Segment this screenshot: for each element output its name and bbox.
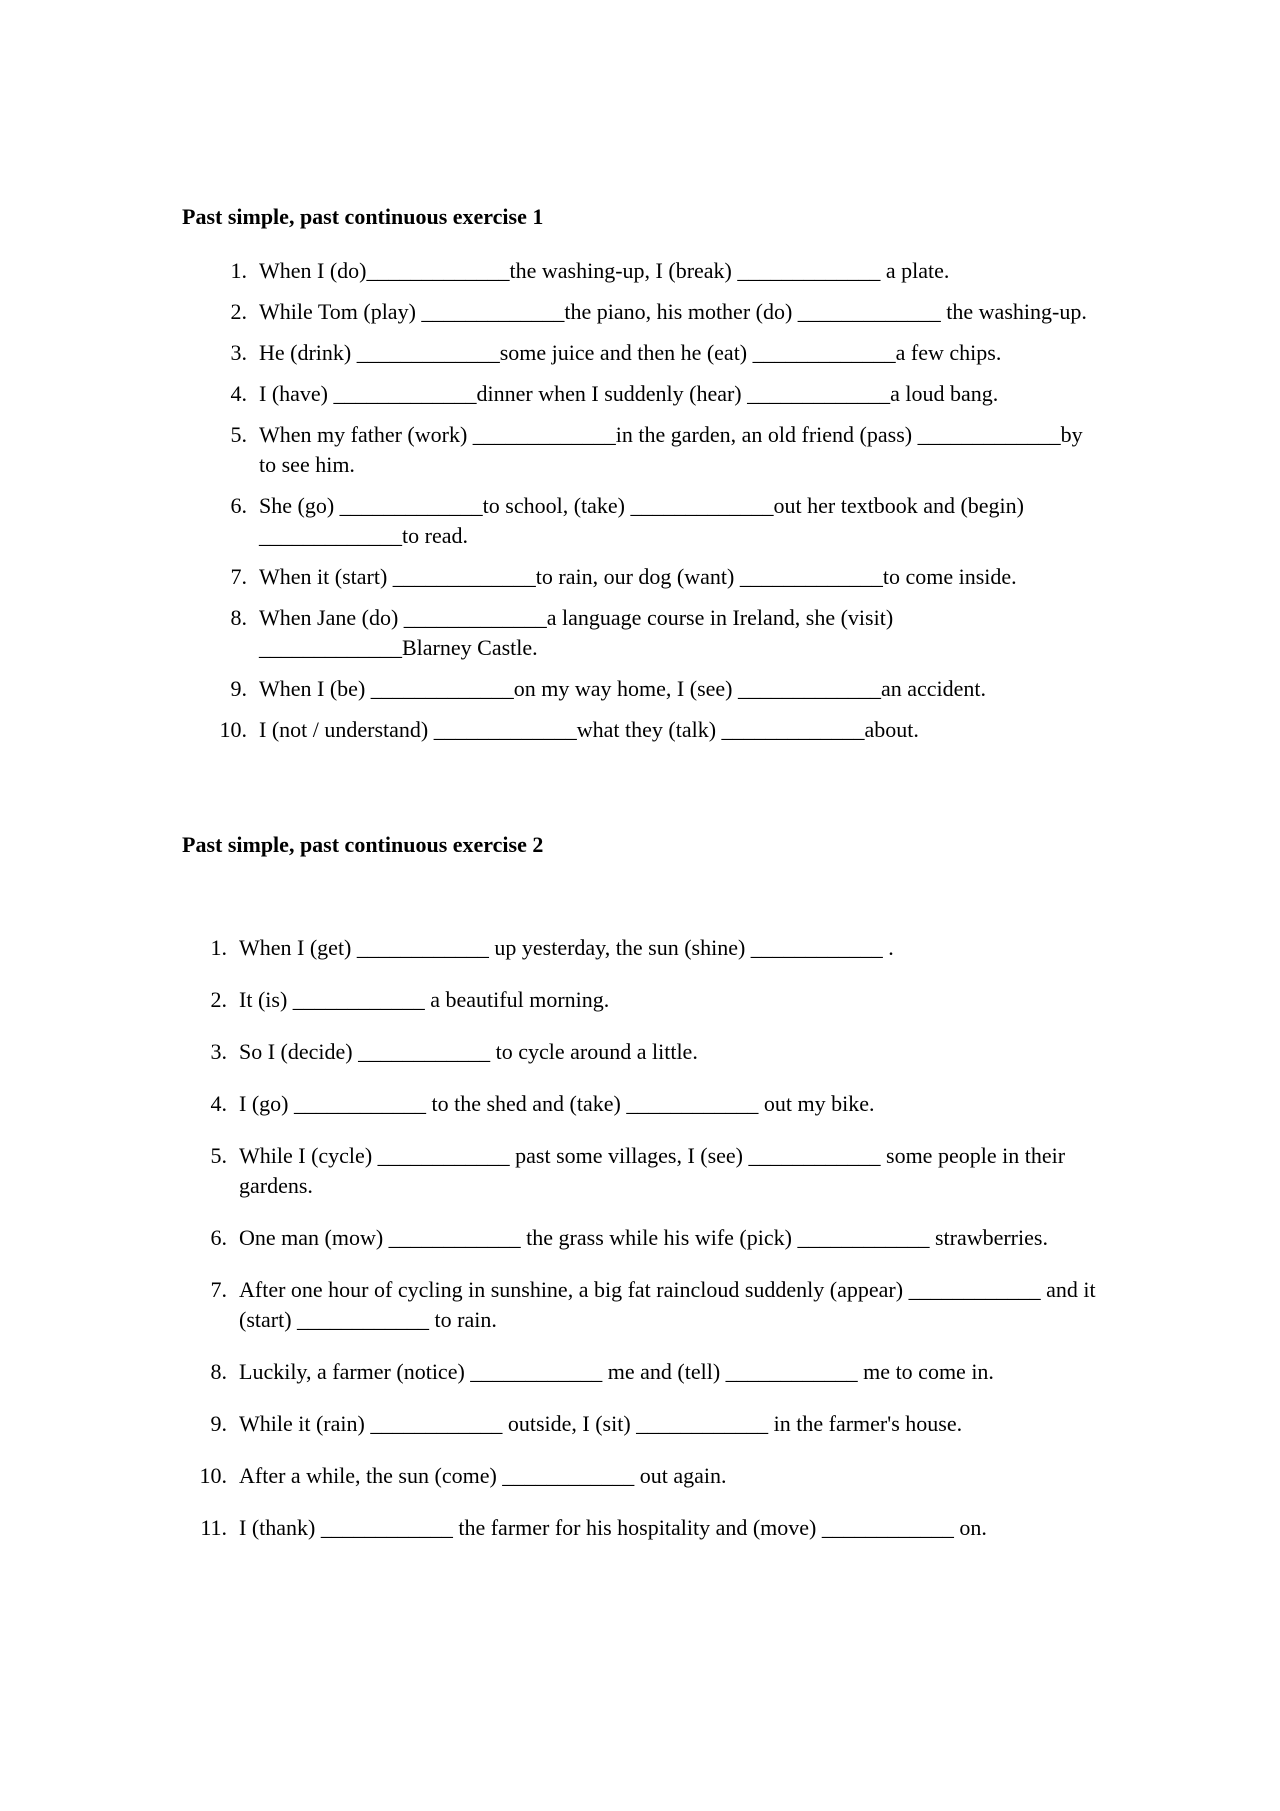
item-number: 10. xyxy=(199,1463,227,1488)
item-number: 1. xyxy=(230,258,247,283)
item-number: 3. xyxy=(230,340,247,365)
exercise-2-item xyxy=(200,1513,1099,1543)
exercise-2-item xyxy=(210,1357,1099,1387)
item-text: It (is) ____________ a beautiful morning. xyxy=(239,987,610,1012)
item-number: 8. xyxy=(230,605,247,630)
item-number: 1. xyxy=(210,935,227,960)
item-number: 10. xyxy=(219,717,247,742)
item-text: One man (mow) ____________ the grass while his wife (pick) ____________ strawberries. xyxy=(239,1225,1048,1250)
item-text: When I (get) ____________ up yesterday, the sun (shine) ____________ . xyxy=(239,935,894,960)
item-number: 4. xyxy=(210,1091,227,1116)
item-text: When I (do)_____________the washing-up, I (break) _____________ a plate. xyxy=(259,258,950,283)
item-text: He (drink) _____________some juice and then he (eat) _____________a few chips. xyxy=(259,340,1002,365)
exercise-1-item xyxy=(230,338,1099,368)
item-number: 5. xyxy=(210,1143,227,1168)
exercise-2-item xyxy=(210,1223,1099,1253)
exercise-1-item xyxy=(230,562,1099,592)
item-text: While I (cycle) ____________ past some villages, I (see) ____________ some people in their gardens. xyxy=(239,1143,1066,1198)
item-number: 11. xyxy=(200,1515,227,1540)
exercise-1-item xyxy=(230,603,1099,663)
item-text: I (go) ____________ to the shed and (take) ____________ out my bike. xyxy=(239,1091,875,1116)
item-number: 8. xyxy=(210,1359,227,1384)
exercise-1-item xyxy=(230,491,1099,551)
item-text: When I (be) _____________on my way home, I (see) _____________an accident. xyxy=(259,676,987,701)
exercise-2-item xyxy=(210,1089,1099,1119)
exercise-1-title: Past simple, past continuous exercise 1 xyxy=(182,204,544,229)
item-text: When Jane (do) _____________a language course in Ireland, she (visit) _____________Blarney Castle. xyxy=(259,605,894,660)
exercise-1-item xyxy=(230,256,1099,286)
item-text: I (not / understand) _____________what they (talk) _____________about. xyxy=(259,717,919,742)
item-number: 2. xyxy=(210,987,227,1012)
item-number: 4. xyxy=(230,381,247,406)
exercise-2-list xyxy=(199,933,1099,1565)
exercise-2-title: Past simple, past continuous exercise 2 xyxy=(182,832,544,857)
exercise-2-item xyxy=(210,933,1099,963)
exercise-2-item xyxy=(210,985,1099,1015)
exercise-1-list xyxy=(219,256,1099,756)
exercise-2-item xyxy=(210,1037,1099,1067)
item-text: While it (rain) ____________ outside, I (sit) ____________ in the farmer's house. xyxy=(239,1411,963,1436)
item-number: 3. xyxy=(210,1039,227,1064)
item-number: 2. xyxy=(230,299,247,324)
item-text: When my father (work) _____________in the garden, an old friend (pass) _____________by to see him. xyxy=(259,422,1083,477)
exercise-1-item xyxy=(230,420,1099,480)
item-text: While Tom (play) _____________the piano, his mother (do) _____________ the washing-up. xyxy=(259,299,1087,324)
item-number: 5. xyxy=(230,422,247,447)
item-number: 7. xyxy=(210,1277,227,1302)
item-text: I (thank) ____________ the farmer for his hospitality and (move) ____________ on. xyxy=(239,1515,987,1540)
item-number: 7. xyxy=(230,564,247,589)
item-number: 9. xyxy=(210,1411,227,1436)
exercise-2-item xyxy=(210,1141,1099,1201)
item-text: I (have) _____________dinner when I suddenly (hear) _____________a loud bang. xyxy=(259,381,999,406)
item-text: After one hour of cycling in sunshine, a big fat raincloud suddenly (appear) ____________ and it (start) ____________ to rain. xyxy=(239,1277,1096,1332)
item-text: After a while, the sun (come) ____________ out again. xyxy=(239,1463,727,1488)
exercise-1-item xyxy=(230,297,1099,327)
exercise-1-item xyxy=(230,379,1099,409)
item-number: 6. xyxy=(210,1225,227,1250)
exercise-2-item xyxy=(210,1275,1099,1335)
item-text: When it (start) _____________to rain, our dog (want) _____________to come inside. xyxy=(259,564,1017,589)
item-number: 6. xyxy=(230,493,247,518)
item-text: She (go) _____________to school, (take) _____________out her textbook and (begin) _____________to read. xyxy=(259,493,1024,548)
item-text: Luckily, a farmer (notice) ____________ me and (tell) ____________ me to come in. xyxy=(239,1359,994,1384)
item-text: So I (decide) ____________ to cycle around a little. xyxy=(239,1039,698,1064)
exercise-2-item xyxy=(210,1409,1099,1439)
exercise-2-item xyxy=(199,1461,1099,1491)
item-number: 9. xyxy=(230,676,247,701)
exercise-1-item xyxy=(219,715,1099,745)
exercise-1-item xyxy=(230,674,1099,704)
